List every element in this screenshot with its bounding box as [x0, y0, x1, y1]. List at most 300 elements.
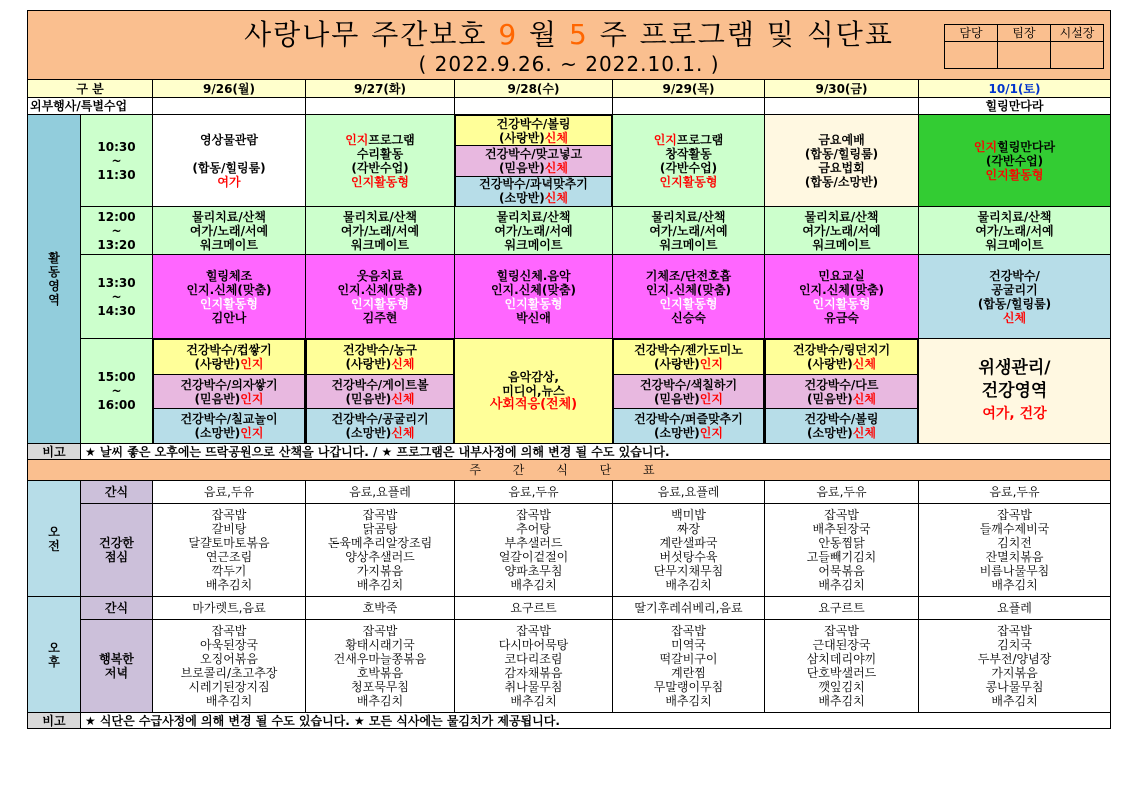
note-label-1: 비고 — [28, 444, 81, 460]
menu-item: 건강박수/퍼즐맞추기 — [634, 412, 743, 427]
s2-wed — [455, 207, 613, 255]
menu-item: 물리치료/산책 — [977, 209, 1052, 224]
menu-item: 위생관리/ — [978, 357, 1051, 378]
menu-item: 신체 — [852, 391, 876, 406]
menu-item: 13:30 — [97, 275, 136, 290]
s4-sat — [919, 339, 1111, 444]
menu-item: 인지활동형 — [659, 174, 718, 189]
menu-item: 잡곡밥 — [516, 624, 551, 638]
menu-item: 인지 — [973, 139, 998, 154]
menu-item: 콩나물무침 — [985, 680, 1044, 694]
menu-item: 활 — [48, 251, 60, 265]
menu-item: 박신애 — [516, 310, 551, 325]
menu-item: 배추된장국 — [812, 522, 871, 536]
menu-item: 배추김치 — [510, 578, 557, 592]
menu-item: 배추김치 — [205, 694, 253, 708]
menu-item: 고들빼기김치 — [806, 550, 877, 564]
pm-meal-fri — [765, 620, 919, 713]
menu-item: 인지.신체(맞춤) — [490, 282, 577, 297]
menu-item: 신체 — [544, 160, 568, 175]
menu-item: (사랑반) — [807, 356, 853, 371]
am-meal-thu — [613, 504, 765, 597]
menu-item: 물리치료/산책 — [192, 209, 266, 224]
approval-box — [944, 24, 1104, 69]
menu-item: 영상물관람 — [200, 132, 258, 147]
sign-box-1[interactable] — [945, 42, 998, 69]
menu-item: 건강한 — [99, 536, 134, 550]
menu-item: 미디어,뉴스 — [502, 384, 565, 398]
menu-item: 짜장 — [676, 522, 701, 536]
menu-item: 워크메이트 — [200, 237, 258, 252]
menu-item: 신체 — [391, 426, 415, 441]
s4-tue-group-2 — [307, 374, 454, 409]
am-meal-fri — [765, 504, 919, 597]
menu-item: 워크메이트 — [504, 237, 563, 252]
menu-item: 인지 — [653, 132, 677, 147]
time-slot-2 — [81, 207, 153, 255]
menu-title: 주 간 식 단 표 — [28, 460, 1111, 481]
menu-item: 얼갈이겉절이 — [498, 550, 569, 564]
menu-item: 인지활동형 — [812, 296, 871, 311]
note-text-1: ★ 날씨 좋은 오후에는 뜨락공원으로 산책을 나갑니다. / ★ 프로그램은 내부사정에 의해 변경 될 수도 있습니다. — [81, 444, 1111, 460]
menu-item: 배추김치 — [510, 694, 557, 708]
s4-thu-group-3 — [614, 409, 764, 443]
menu-item: 건강박수/과녁맞추기 — [479, 177, 588, 192]
menu-item: 건강박수/ — [989, 268, 1040, 283]
menu-item: 건강박수/링던지기 — [792, 342, 891, 357]
am-snack-tue: 음료,요플레 — [306, 481, 455, 504]
menu-item: 건강박수/칠교놀이 — [180, 412, 278, 427]
am-meal-mon — [153, 504, 306, 597]
menu-item: 동 — [48, 265, 60, 279]
menu-item: 후 — [48, 654, 60, 669]
menu-item: 물리치료/산책 — [804, 209, 879, 224]
menu-item: 잡곡밥 — [671, 624, 706, 638]
pm-meal-label — [81, 620, 153, 713]
s4-tue-group-1 — [307, 340, 454, 375]
period: ( 2022.9.26. ~ 2022.10.1. ) — [418, 52, 720, 76]
s3-tue — [306, 255, 455, 339]
menu-item: (믿음반) — [194, 391, 241, 406]
menu-item: 인지.신체(맞춤) — [186, 282, 272, 297]
menu-item: 프로그램 — [676, 132, 724, 147]
menu-item: 계란샐파국 — [659, 536, 718, 550]
menu-item: 신체 — [852, 356, 876, 371]
menu-item: 건강영역 — [981, 380, 1048, 401]
menu-item: (각반수업) — [351, 160, 409, 175]
s1-fri — [765, 115, 919, 207]
menu-item: 청포묵무침 — [351, 680, 409, 694]
s4-fri-group-1 — [766, 340, 918, 375]
menu-item: 건강박수/색칠하기 — [639, 377, 738, 392]
pm-snack-mon: 마가렛트,음료 — [153, 597, 306, 620]
menu-item: 안동찜닭 — [818, 536, 865, 550]
s3-thu — [613, 255, 765, 339]
menu-item: 사랑나무 주간보호 — [244, 18, 499, 51]
s1-wed-group-1 — [456, 116, 612, 146]
pm-snack-label: 간식 — [81, 597, 153, 620]
menu-item: 배추김치 — [991, 694, 1038, 708]
s4-fri-group-2 — [766, 374, 918, 409]
menu-item: 건강박수/볼링 — [804, 412, 879, 427]
menu-item: 잡곡밥 — [362, 508, 398, 522]
sign-label-3: 시설장 — [1051, 25, 1104, 42]
header-day-fri: 9/30(금) — [765, 80, 919, 98]
header-day-mon: 9/26(월) — [153, 80, 306, 98]
menu-item: 창작활동 — [665, 146, 712, 161]
menu-item: 떡갈비구이 — [659, 652, 718, 666]
s1-sat — [919, 115, 1111, 207]
menu-item: 배추김치 — [665, 694, 712, 708]
menu-item: 두부전/양념장 — [977, 652, 1052, 666]
header-day-thu: 9/29(목) — [613, 80, 765, 98]
menu-item: 13:20 — [97, 237, 136, 252]
am-snack-mon: 음료,두유 — [153, 481, 306, 504]
pm-snack-wed: 요구르트 — [455, 597, 613, 620]
pm-snack-thu: 딸기후레쉬베리,음료 — [613, 597, 765, 620]
time-slot-4 — [81, 339, 153, 444]
s4-thu-group-1 — [614, 340, 764, 375]
am-meal-wed — [455, 504, 613, 597]
s4-thu-group-2 — [614, 374, 764, 409]
s3-fri — [765, 255, 919, 339]
s2-thu — [613, 207, 765, 255]
menu-item: 15:00 — [97, 370, 136, 384]
am-snack-sat: 음료,두유 — [919, 481, 1111, 504]
menu-item: 잡곡밥 — [211, 624, 247, 638]
menu-item: 힐링만다라 — [997, 139, 1056, 154]
am-meal-label — [81, 504, 153, 597]
menu-item: 시레기된장지짐 — [188, 680, 270, 694]
menu-item: 건강박수/볼링 — [496, 116, 571, 131]
s3-mon — [153, 255, 306, 339]
header-day-tue: 9/27(화) — [306, 80, 455, 98]
menu-item: 건강박수/맞고넣고 — [484, 146, 583, 161]
menu-item: 인지활동형 — [985, 167, 1044, 182]
menu-item: 행복한 — [99, 652, 134, 666]
menu-item: 단호박샐러드 — [806, 666, 877, 680]
menu-item: 여가/노래/서예 — [189, 223, 269, 238]
menu-item: (합동/힐링룸) — [192, 160, 266, 175]
menu-item: 어묵볶음 — [818, 564, 865, 578]
menu-item: 건강박수/젠가도미노 — [634, 342, 743, 357]
s2-sat — [919, 207, 1111, 255]
note-label-2: 비고 — [28, 713, 81, 729]
menu-item: 배추김치 — [665, 578, 712, 592]
am-snack-fri: 음료,두유 — [765, 481, 919, 504]
s4-wed — [455, 339, 613, 444]
menu-item: (합동/소망반) — [804, 174, 879, 189]
menu-item: 워크메이트 — [812, 237, 871, 252]
menu-item: 오 — [48, 640, 60, 655]
menu-item: 돈육메추리알장조림 — [327, 536, 433, 550]
menu-item: 인지 — [699, 391, 723, 406]
menu-item: 배추김치 — [356, 578, 404, 592]
menu-item: (합동/힐링룸) — [804, 146, 879, 161]
menu-item: 잡곡밥 — [997, 508, 1032, 522]
menu-item: 인지활동형 — [351, 296, 409, 311]
menu-item: (믿음반) — [807, 391, 853, 406]
menu-item: 프로그램 — [368, 132, 415, 147]
menu-item: 호박볶음 — [356, 666, 404, 680]
s1-wed — [455, 115, 613, 207]
menu-item: 건강박수/컵쌓기 — [186, 342, 272, 357]
menu-item: 저녁 — [104, 666, 129, 680]
time-slot-1 — [81, 115, 153, 207]
menu-item: 신승숙 — [671, 310, 706, 325]
time-slot-3 — [81, 255, 153, 339]
menu-item: 인지활동형 — [659, 296, 718, 311]
weekly-program-sheet — [27, 10, 1110, 729]
menu-item: 오징어볶음 — [200, 652, 258, 666]
menu-item: (믿음반) — [654, 391, 700, 406]
menu-item: 여가/노래/서예 — [494, 223, 573, 238]
menu-item: 건새우마늘쫑볶음 — [333, 652, 427, 666]
menu-item: ~ — [111, 223, 122, 238]
menu-item: 건강박수/의자쌓기 — [180, 377, 278, 392]
menu-item: 배추김치 — [818, 578, 865, 592]
menu-item: 잡곡밥 — [211, 508, 247, 522]
s4-fri — [765, 339, 919, 444]
menu-item: 삼치데리야끼 — [806, 652, 877, 666]
menu-item: 인지활동형 — [200, 296, 258, 311]
menu-item: 인지 — [345, 132, 369, 147]
pm-meal-wed — [455, 620, 613, 713]
menu-item: 잡곡밥 — [362, 624, 398, 638]
menu-item: 김치전 — [997, 536, 1032, 550]
menu-item: ~ — [111, 384, 122, 398]
menu-item: 무말랭이무침 — [653, 680, 724, 694]
s4-mon — [153, 339, 306, 444]
menu-item: 닭곰탕 — [362, 522, 398, 536]
pm-snack-fri: 요구르트 — [765, 597, 919, 620]
menu-item: 김주현 — [362, 310, 398, 325]
special-sat: 힐링만다라 — [919, 98, 1111, 115]
menu-item: 신체 — [391, 356, 415, 371]
schedule-table — [27, 10, 1111, 729]
header-day-sat: 10/1(토) — [919, 80, 1111, 98]
area-label — [28, 115, 81, 444]
pm-meal-sat — [919, 620, 1111, 713]
s2-tue — [306, 207, 455, 255]
s4-mon-group-2 — [154, 374, 305, 409]
s1-wed-group-3 — [456, 176, 612, 206]
s3-sat — [919, 255, 1111, 339]
pm-snack-tue: 호박죽 — [306, 597, 455, 620]
menu-item: 여가/노래/서예 — [802, 223, 881, 238]
menu-item: 힐링체조 — [205, 268, 253, 283]
menu-item: 배추김치 — [818, 694, 865, 708]
menu-item: 건강박수/공굴리기 — [331, 412, 429, 427]
week-number: 5 — [569, 18, 589, 51]
menu-item: 인지.신체(맞춤) — [337, 282, 423, 297]
menu-item: 추어탕 — [516, 522, 551, 536]
menu-item: (사랑반) — [654, 356, 700, 371]
menu-item: 근대된장국 — [812, 638, 871, 652]
s1-wed-group-2 — [456, 146, 612, 176]
s2-fri — [765, 207, 919, 255]
s4-tue — [306, 339, 455, 444]
menu-item: 양상추샐러드 — [345, 550, 415, 564]
menu-item: 11:30 — [97, 167, 136, 182]
s1-tue — [306, 115, 455, 207]
menu-item: 다시마어묵탕 — [498, 638, 569, 652]
menu-item: 배추김치 — [991, 578, 1038, 592]
menu-item: 물리치료/산책 — [651, 209, 726, 224]
menu-item: (소망반) — [345, 426, 392, 441]
menu-item: 백미밥 — [671, 508, 706, 522]
sign-label-1: 담당 — [945, 25, 998, 42]
menu-item: 워크메이트 — [985, 237, 1044, 252]
menu-item: 건강박수/농구 — [343, 342, 417, 357]
s4-thu — [613, 339, 765, 444]
menu-item: 황태시래기국 — [345, 638, 415, 652]
menu-item: 여가, 건강 — [982, 405, 1047, 422]
menu-item: 감자채볶음 — [504, 666, 563, 680]
pm-label — [28, 597, 81, 713]
menu-item: 아욱된장국 — [200, 638, 258, 652]
pm-meal-tue — [306, 620, 455, 713]
menu-item: (각반수업) — [659, 160, 718, 175]
menu-item: 인지 — [240, 356, 264, 371]
s4-fri-group-3 — [766, 409, 918, 443]
menu-item: 신체 — [852, 426, 876, 441]
am-label — [28, 481, 81, 597]
menu-item: (사랑반) — [499, 130, 545, 145]
menu-item: 가지볶음 — [356, 564, 404, 578]
menu-item: 계란찜 — [671, 666, 706, 680]
menu-item: (사랑반) — [345, 356, 392, 371]
menu-item: 건강박수/다트 — [804, 377, 879, 392]
menu-item: 갈비탕 — [211, 522, 247, 536]
menu-item: 민요교실 — [818, 268, 865, 283]
menu-item: 브로콜리/초고추장 — [180, 666, 278, 680]
menu-item: (믿음반) — [345, 391, 392, 406]
menu-item: 배추김치 — [205, 578, 253, 592]
menu-item: (각반수업) — [985, 153, 1044, 168]
menu-item: 힐링신체.음악 — [496, 268, 571, 283]
menu-item: 들깨수제비국 — [979, 522, 1050, 536]
s1-mon — [153, 115, 306, 207]
menu-item: 단무지채무침 — [653, 564, 724, 578]
note-text-2: ★ 식단은 수급사정에 의해 변경 될 수도 있습니다. ★ 모든 식사에는 물김치가 제공됩니다. — [81, 713, 1111, 729]
menu-item: 인지.신체(맞춤) — [798, 282, 885, 297]
menu-item: 유금숙 — [824, 310, 859, 325]
pm-meal-thu — [613, 620, 765, 713]
menu-item: 인지 — [699, 426, 723, 441]
am-meal-sat — [919, 504, 1111, 597]
am-meal-tue — [306, 504, 455, 597]
month-number: 9 — [498, 18, 519, 51]
menu-item: 물리치료/산책 — [343, 209, 417, 224]
menu-item: 버섯탕수육 — [659, 550, 718, 564]
menu-item: 건강박수/게이트볼 — [331, 377, 429, 392]
menu-item: 기체조/단전호흡 — [645, 268, 732, 283]
menu-item: 인지활동형 — [504, 296, 563, 311]
menu-item: (합동/힐링룸) — [977, 296, 1052, 311]
menu-item: 연근조림 — [205, 550, 253, 564]
menu-item: 16:00 — [97, 398, 136, 412]
menu-item: 신체 — [391, 391, 415, 406]
menu-item: 공굴리기 — [991, 282, 1038, 297]
sign-box-2[interactable] — [998, 42, 1051, 69]
menu-item: 오 — [48, 524, 60, 539]
menu-item: 달걀토마토볶음 — [188, 536, 270, 550]
menu-item: 김치국 — [997, 638, 1032, 652]
menu-item: 양파초무침 — [504, 564, 563, 578]
menu-item: 웃음치료 — [356, 268, 404, 283]
menu-item: 인지 — [699, 356, 723, 371]
menu-item: 여가/노래/서예 — [649, 223, 728, 238]
menu-item: (소망반) — [499, 191, 545, 206]
s2-mon — [153, 207, 306, 255]
sign-label-2: 팀장 — [998, 25, 1051, 42]
header-day-wed: 9/28(수) — [455, 80, 613, 98]
menu-item: 주 프로그램 및 식단표 — [588, 18, 894, 51]
s4-mon-group-1 — [154, 340, 305, 375]
menu-item: 음악감상, — [508, 370, 559, 384]
s4-mon-group-3 — [154, 409, 305, 443]
special-label: 외부행사/특별수업 — [28, 98, 153, 115]
menu-item: 가지볶음 — [991, 666, 1038, 680]
menu-item: 금요예배 — [818, 132, 865, 147]
menu-item: 워크메이트 — [351, 237, 409, 252]
menu-item: 워크메이트 — [659, 237, 718, 252]
menu-item: 12:00 — [97, 209, 136, 224]
menu-item: 전 — [48, 538, 60, 553]
menu-item: 영 — [48, 279, 60, 293]
am-snack-thu: 음료,요플레 — [613, 481, 765, 504]
menu-item: 신체 — [1002, 310, 1027, 325]
menu-item: 잔멸치볶음 — [985, 550, 1044, 564]
menu-item: (소망반) — [654, 426, 700, 441]
s3-wed — [455, 255, 613, 339]
menu-item: 여가/노래/서예 — [340, 223, 420, 238]
menu-item: 잡곡밥 — [516, 508, 551, 522]
menu-item: ~ — [111, 153, 122, 168]
menu-item: 10:30 — [97, 139, 136, 154]
s4-tue-group-3 — [307, 409, 454, 443]
header-gubun: 구 분 — [28, 80, 153, 98]
menu-item: (소망반) — [194, 426, 241, 441]
menu-item: (믿음반) — [499, 160, 545, 175]
menu-item: 인지 — [240, 426, 264, 441]
menu-item: 역 — [48, 293, 60, 307]
title-banner — [28, 11, 1111, 80]
am-snack-wed: 음료,두유 — [455, 481, 613, 504]
menu-item: 취나물무침 — [504, 680, 563, 694]
pm-snack-sat: 요플레 — [919, 597, 1111, 620]
menu-item: 코다리조림 — [504, 652, 563, 666]
am-snack-label: 간식 — [81, 481, 153, 504]
menu-item: 인지 — [240, 391, 264, 406]
menu-item: 깻잎김치 — [818, 680, 865, 694]
menu-item: (소망반) — [807, 426, 853, 441]
menu-item: 김안나 — [211, 310, 247, 325]
menu-item: 물리치료/산책 — [496, 209, 571, 224]
pm-meal-mon — [153, 620, 306, 713]
menu-item: 잡곡밥 — [824, 624, 859, 638]
menu-item: 잡곡밥 — [824, 508, 859, 522]
s1-thu — [613, 115, 765, 207]
menu-item: 점심 — [104, 550, 129, 564]
menu-item: 14:30 — [97, 303, 136, 318]
menu-item: 월 — [518, 18, 569, 51]
menu-item: 여가/노래/서예 — [975, 223, 1054, 238]
sign-box-3[interactable] — [1051, 42, 1104, 69]
menu-item: 인지.신체(맞춤) — [645, 282, 732, 297]
menu-item: 배추김치 — [356, 694, 404, 708]
